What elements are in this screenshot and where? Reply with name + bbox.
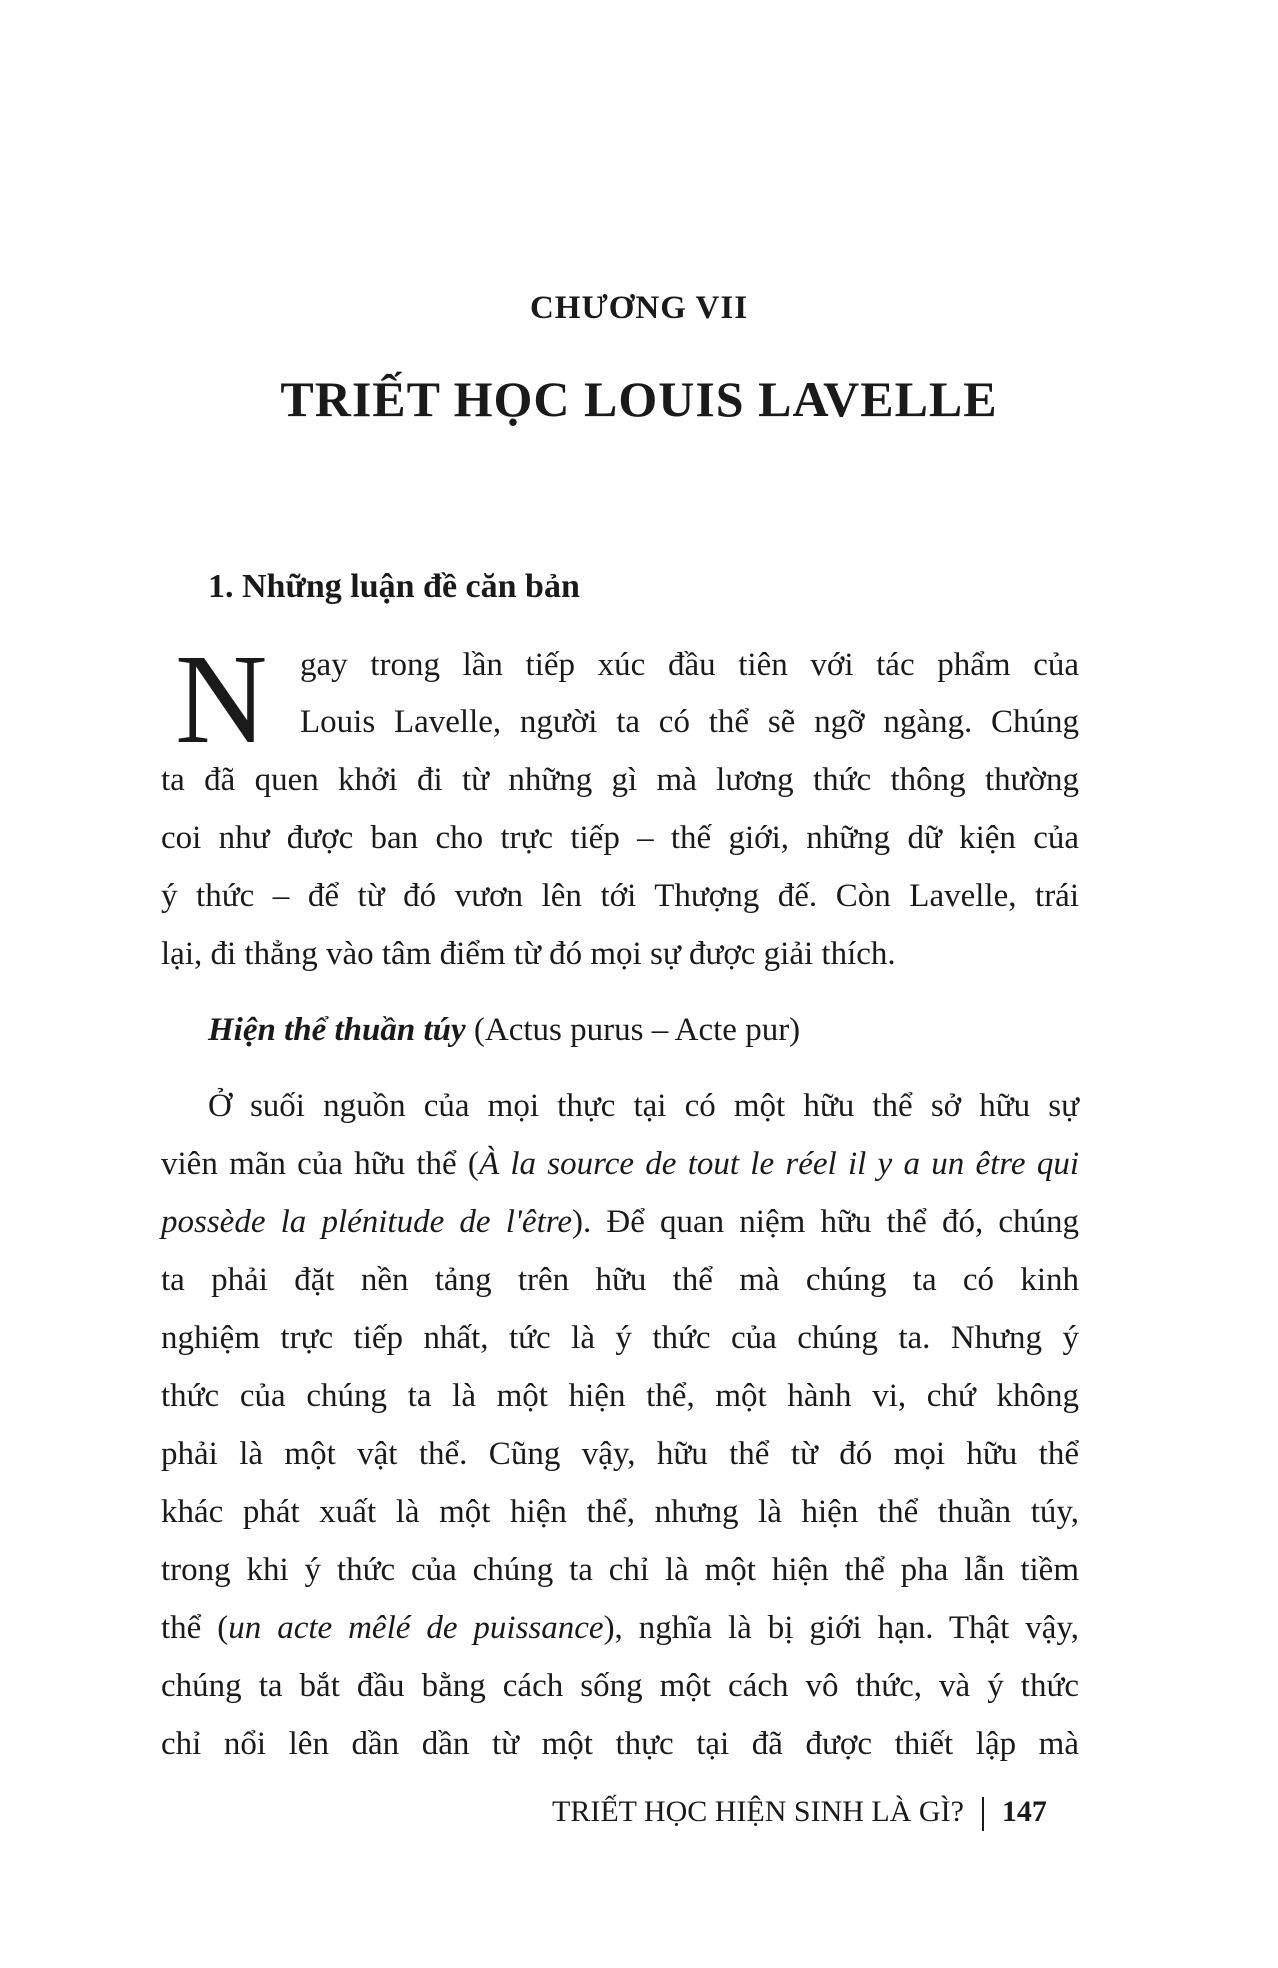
text-span: viên mãn của hữu thể (: [161, 1146, 479, 1182]
text-span: ). Để quan niệm hữu thể đó, chúng: [572, 1204, 1079, 1240]
paragraph-line: Louis Lavelle, người ta có thể sẽ ngỡ ngàng. Chúng: [300, 704, 1079, 740]
paragraph-line: phải là một vật thể. Cũng vậy, hữu thể từ đó mọi hữu thể: [161, 1436, 1079, 1472]
show-through-shadow: [150, 140, 1080, 180]
paragraph-line: chúng ta bắt đầu bằng cách sống một cách vô thức, và ý thức: [161, 1668, 1079, 1704]
footer-divider: [982, 1797, 984, 1831]
drop-cap: N: [175, 628, 268, 770]
italic-span: possède la plénitude de l'être: [161, 1204, 572, 1240]
paragraph-line: chỉ nổi lên dần dần từ một thực tại đã được thiết lập mà: [161, 1726, 1079, 1762]
page-footer: [552, 1795, 1047, 1831]
paragraph-line: gay trong lần tiếp xúc đầu tiên với tác phẩm của: [300, 647, 1079, 683]
paragraph-line: lại, đi thẳng vào tâm điểm từ đó mọi sự được giải thích.: [161, 936, 896, 972]
italic-span: un acte mêlé de puissance: [228, 1610, 604, 1646]
text-span: ), nghĩa là bị giới hạn. Thật vậy,: [603, 1610, 1079, 1646]
paragraph-line: [161, 1608, 1079, 1648]
paragraph-line: nghiệm trực tiếp nhất, tức là ý thức của chúng ta. Nhưng ý: [161, 1320, 1079, 1356]
sub-heading-term: Hiện thể thuần túy: [208, 1012, 466, 1048]
paragraph-line: [161, 1202, 1079, 1242]
chapter-label: CHƯƠNG VII: [529, 290, 749, 326]
italic-span: À la source de tout le réel il y a un être qui: [478, 1146, 1079, 1182]
paragraph-line: ta phải đặt nền tảng trên hữu thể mà chúng ta có kinh: [161, 1262, 1079, 1298]
paragraph-line: Ở suối nguồn của mọi thực tại có một hữu thể sở hữu sự: [208, 1088, 1079, 1124]
sub-heading-latin: [474, 1012, 800, 1048]
text-span: thể (: [161, 1610, 229, 1646]
paragraph-line: ta đã quen khởi đi từ những gì mà lương thức thông thường: [161, 762, 1079, 798]
sub-heading-latin-text: (Actus purus – Acte pur): [473, 1012, 801, 1048]
paragraph-line: thức của chúng ta là một hiện thể, một hành vi, chứ không: [161, 1378, 1079, 1414]
paragraph-line: coi như được ban cho trực tiếp – thế giới, những dữ kiện của: [161, 820, 1079, 856]
page-number: 147: [1001, 1795, 1047, 1828]
paragraph-line: trong khi ý thức của chúng ta chỉ là một hiện thể pha lẫn tiềm: [161, 1552, 1079, 1588]
chapter-title: TRIẾT HỌC LOUIS LAVELLE: [280, 371, 998, 427]
sub-heading: [208, 1010, 800, 1050]
paragraph-line: [161, 1144, 1079, 1184]
paragraph-line: khác phát xuất là một hiện thể, nhưng là hiện thể thuần túy,: [161, 1494, 1079, 1530]
section-heading: 1. Những luận đề căn bản: [208, 568, 580, 605]
paragraph-line: ý thức – để từ đó vươn lên tới Thượng đế. Còn Lavelle, trái: [161, 878, 1079, 914]
running-title: TRIẾT HỌC HIỆN SINH LÀ GÌ?: [552, 1795, 964, 1828]
